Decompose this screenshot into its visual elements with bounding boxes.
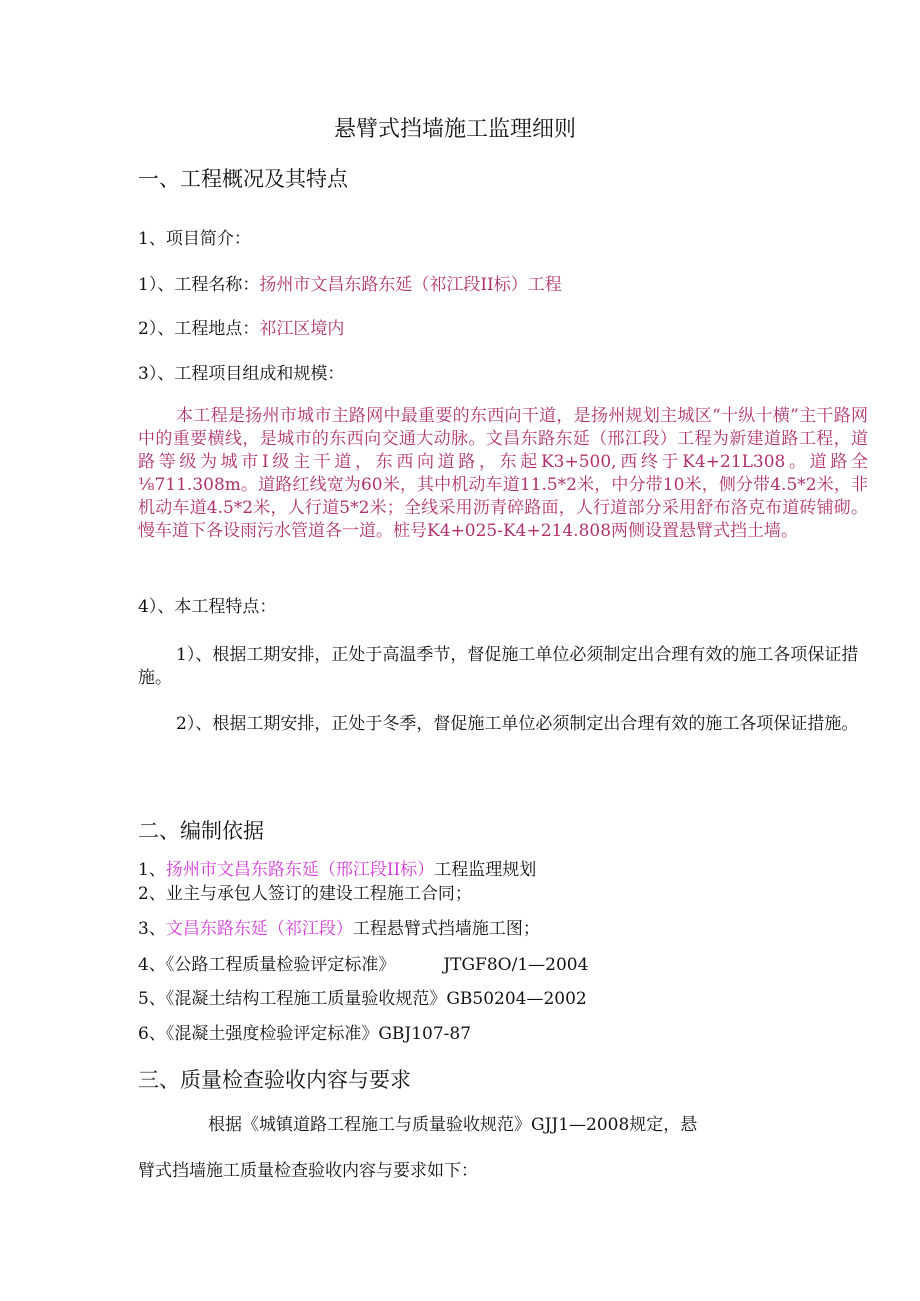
project-location-label: 2）、工程地点： bbox=[138, 319, 260, 339]
project-location-row bbox=[138, 318, 344, 340]
basis-item-1-rest: 工程监理规划 bbox=[434, 860, 537, 880]
basis-item-4 bbox=[138, 954, 588, 976]
section-1-heading: 一、工程概况及其特点 bbox=[138, 167, 348, 191]
project-name-value: 扬州市文昌东路东延（祁江段II标）工程 bbox=[259, 275, 562, 295]
basis-item-5: 5、《混凝土结构工程施工质量验收规范》GB50204—2002 bbox=[138, 989, 587, 1009]
basis-item-1 bbox=[138, 859, 536, 881]
basis-item-6: 6、《混凝土强度检验评定标准》GBJ107-87 bbox=[138, 1024, 472, 1044]
project-location-value: 祁江区境内 bbox=[259, 319, 345, 339]
basis-item-4-text: 4、《公路工程质量检验评定标准》 bbox=[138, 955, 396, 975]
basis-item-3-highlight: 文昌东路东延（祁江段） bbox=[165, 919, 353, 939]
basis-item-3 bbox=[138, 918, 540, 940]
section-2-heading: 二、编制依据 bbox=[138, 819, 264, 843]
basis-item-2: 2、业主与承包人签订的建设工程施工合同； bbox=[138, 884, 472, 904]
basis-item-1-highlight: 扬州市文昌东路东延（邢江段II标） bbox=[165, 860, 435, 880]
basis-item-3-rest: 工程悬臂式挡墙施工图； bbox=[352, 919, 540, 939]
project-scale-paragraph: 本工程是扬州市城市主路网中最重要的东西向干道，是扬州规划主城区“十纵十横”主干路网中的重要横线，是城市的东西向交通大动脉。文昌东路东延（邢江段）工程为新建道路工程，道路等级为城市I级主干道，东西向道路，东起K3+500,西终于K4+21L308。道路全⅛711.308m。道路红线宽为60米，其中机动车道11.5*2米，中分带10米，侧分带4.5*2米，非机动车道4.5*2米，人行道5*2米；全线采用沥青碎路面，人行道部分采用舒布洛克布道砖铺砌。慢车道下各设雨污水管道各一道。桩号K4+025-K4+214.808两侧设置悬臂式挡土墙。 bbox=[138, 406, 868, 541]
project-scale-label: 3）、工程项目组成和规模： bbox=[138, 364, 345, 384]
project-intro-label: 1、项目简介： bbox=[138, 229, 251, 249]
project-name-row bbox=[138, 274, 562, 296]
feature-item-1: 1）、根据工期安排，正处于高温季节，督促施工单位必须制定出合理有效的施工各项保证措施。 bbox=[138, 645, 859, 688]
section-3-line-2: 臂式挡墙施工质量检查验收内容与要求如下： bbox=[138, 1161, 478, 1181]
project-name-label: 1）、工程名称： bbox=[138, 275, 260, 295]
section-3-heading: 三、质量检查验收内容与要求 bbox=[138, 1068, 411, 1092]
project-features-label: 4）、本工程特点： bbox=[138, 597, 277, 617]
basis-item-4-code: JTGF8O/1—2004 bbox=[443, 955, 589, 975]
section-3-line-1: 根据《城镇道路工程施工与质量验收规范》GJJ1—2008规定，悬 bbox=[208, 1115, 698, 1135]
basis-item-1-number: 1、 bbox=[138, 860, 166, 880]
document-title: 悬臂式挡墙施工监理细则 bbox=[334, 117, 577, 142]
basis-item-3-number: 3、 bbox=[138, 919, 166, 939]
feature-item-2: 2）、根据工期安排，正处于冬季，督促施工单位必须制定出合理有效的施工各项保证措施。 bbox=[176, 714, 859, 734]
